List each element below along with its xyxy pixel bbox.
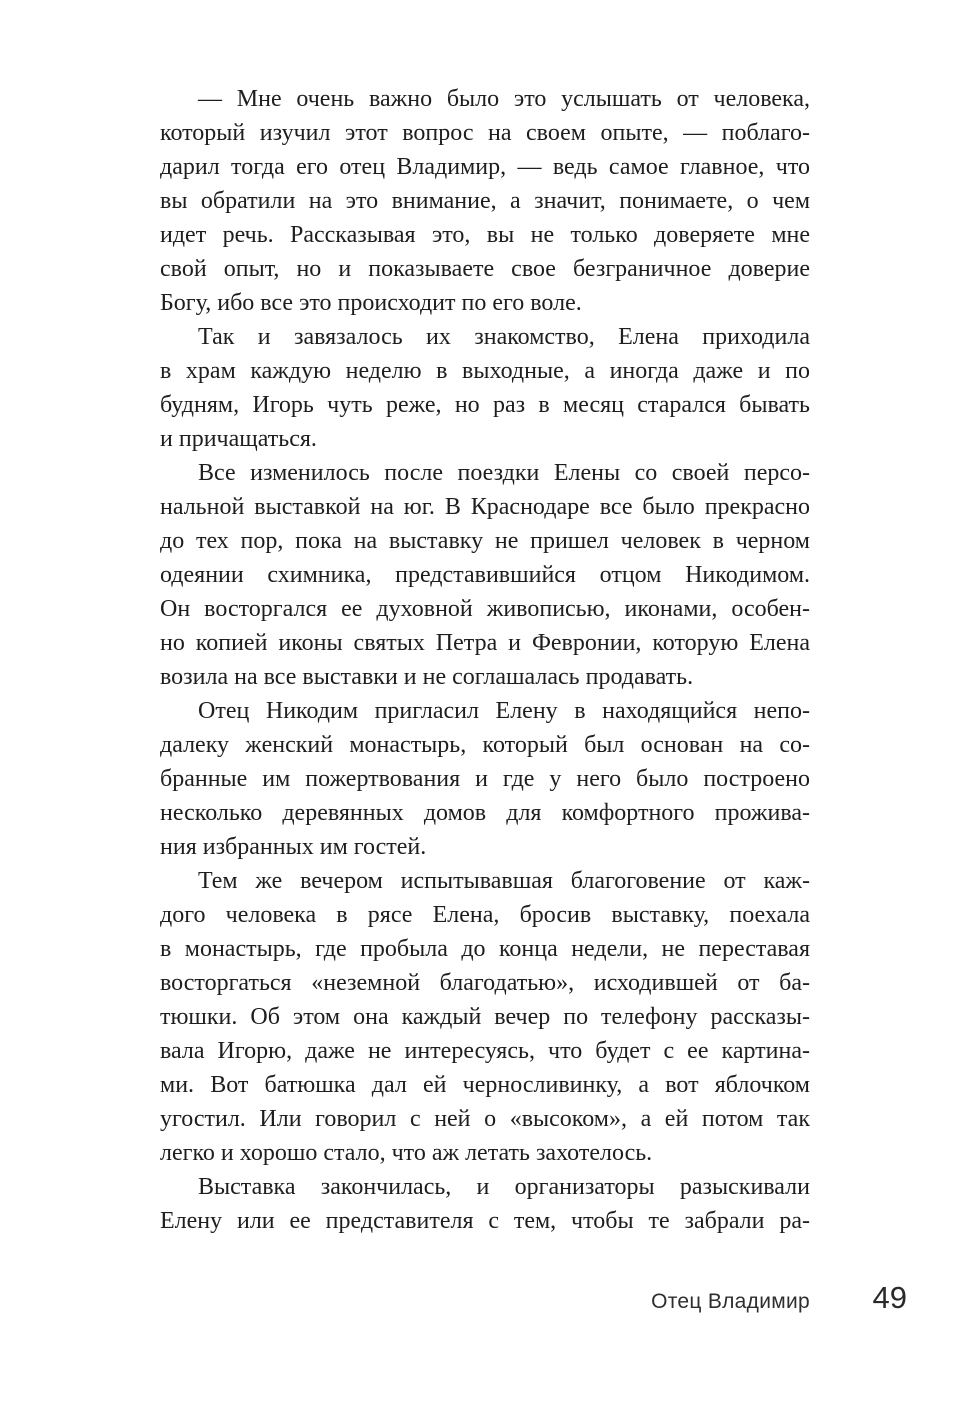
paragraph-3 — [160, 456, 810, 694]
text-line: восторгаться «неземной благодатью», исходившей от ба- — [160, 970, 810, 996]
text-line: возила на все выставки и не соглашалась продавать. — [160, 664, 694, 690]
text-line: Так и завязалось их знакомство, Елена приходила — [198, 324, 810, 350]
text-line: дарил тогда его отец Владимир, — ведь самое главное, что — [160, 154, 810, 180]
text-line: далеку женский монастырь, который был основан на со- — [160, 732, 810, 758]
text-line: ния избранных им гостей. — [160, 834, 427, 860]
page-text-block — [160, 82, 810, 1238]
text-line: до тех пор, пока на выставку не пришел человек в черном — [160, 528, 810, 554]
text-line: ми. Вот батюшка дал ей черносливинку, а вот яблочком — [160, 1072, 810, 1098]
text-line: тюшки. Об этом она каждый вечер по телефону рассказы- — [160, 1004, 810, 1030]
text-line: Тем же вечером испытывавшая благоговение от каж- — [198, 868, 810, 894]
running-title: Отец Владимир — [651, 1290, 810, 1313]
text-line: угостил. Или говорил с ней о «высоком», а ей потом так — [160, 1106, 810, 1132]
paragraph-2 — [160, 320, 810, 456]
text-line: дого человека в рясе Елена, бросив выставку, поехала — [160, 902, 810, 928]
text-line: в монастырь, где пробыла до конца недели, не переставая — [160, 936, 810, 962]
text-line: и причащаться. — [160, 426, 317, 452]
text-line: Он восторгался ее духовной живописью, иконами, особен- — [160, 596, 810, 622]
text-line: вы обратили на это внимание, а значит, понимаете, о чем — [160, 188, 810, 214]
text-line: будням, Игорь чуть реже, но раз в месяц старался бывать — [160, 392, 810, 418]
text-line: легко и хорошо стало, что аж летать захотелось. — [160, 1140, 653, 1166]
paragraph-6 — [160, 1170, 810, 1238]
text-line: — Мне очень важно было это услышать от человека, — [198, 86, 810, 112]
paragraph-1 — [160, 82, 810, 320]
paragraph-4 — [160, 694, 810, 864]
text-line: Елену или ее представителя с тем, чтобы те забрали ра- — [160, 1208, 810, 1234]
text-line: одеянии схимника, представившийся отцом Никодимом. — [160, 562, 810, 588]
text-line: несколько деревянных домов для комфортного прожива- — [160, 800, 810, 826]
text-line: Отец Никодим пригласил Елену в находящийся непо- — [198, 698, 810, 724]
text-line: Выставка закончилась, и организаторы разыскивали — [198, 1174, 810, 1200]
text-line: но копией иконы святых Петра и Февронии, которую Елена — [160, 630, 810, 656]
text-line: вала Игорю, даже не интересуясь, что будет с ее картина- — [160, 1038, 810, 1064]
text-line: Богу, ибо все это происходит по его воле. — [160, 290, 582, 316]
text-line: Все изменилось после поездки Елены со своей персо- — [198, 460, 810, 486]
text-line: в храм каждую неделю в выходные, а иногда даже и по — [160, 358, 810, 384]
text-line: нальной выставкой на юг. В Краснодаре все было прекрасно — [160, 494, 810, 520]
text-line: бранные им пожертвования и где у него было построено — [160, 766, 810, 792]
text-line: свой опыт, но и показываете свое безграничное доверие — [160, 256, 810, 282]
text-line: идет речь. Рассказывая это, вы не только доверяете мне — [160, 222, 810, 248]
page-number: 49 — [872, 1280, 907, 1315]
text-line: который изучил этот вопрос на своем опыте, — поблаго- — [160, 120, 810, 146]
paragraph-5 — [160, 864, 810, 1170]
